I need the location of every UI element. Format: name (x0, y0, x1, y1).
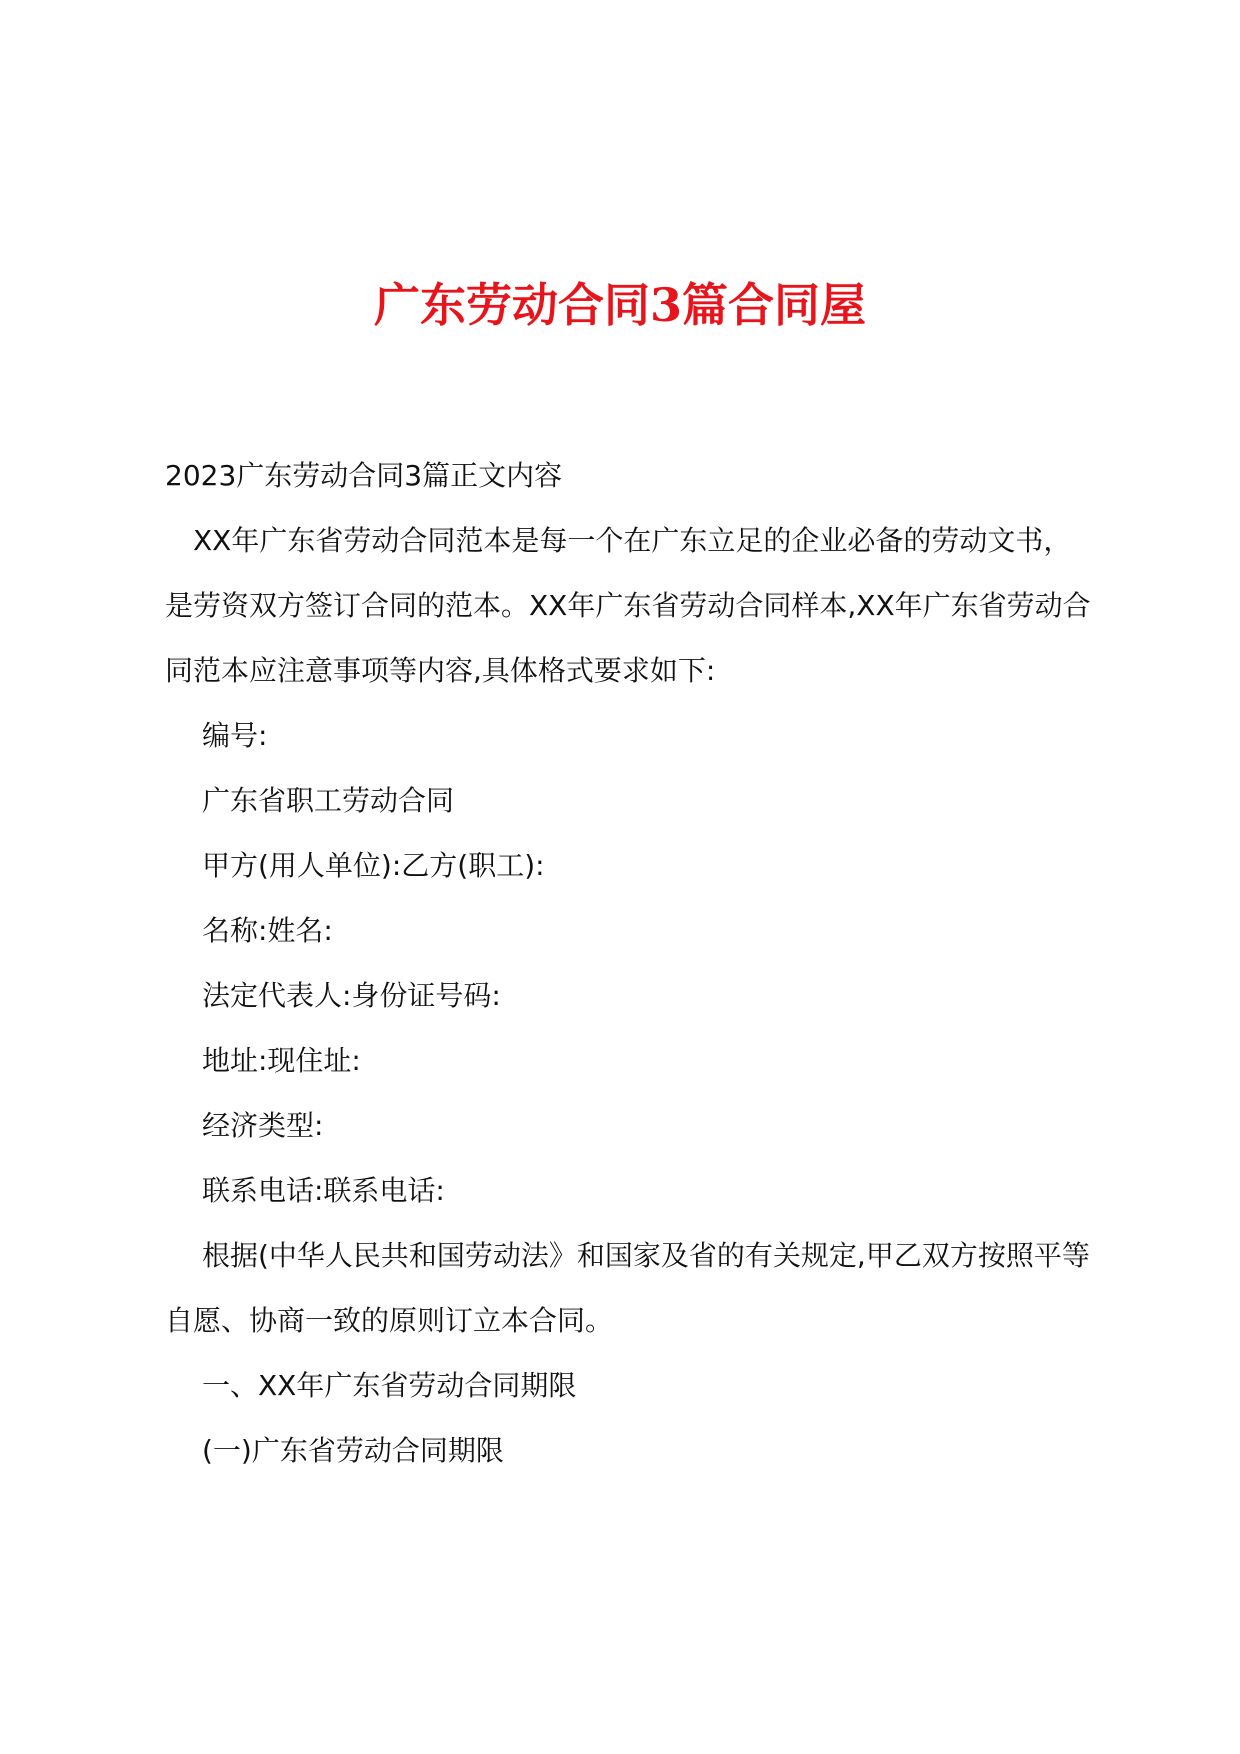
name-label: 名称:姓名: (202, 914, 333, 947)
document-body (165, 443, 1095, 1483)
subtitle: 2023广东劳动合同3篇正文内容 (165, 459, 563, 492)
address-label: 地址:现住址: (202, 1044, 361, 1077)
representative-label: 法定代表人:身份证号码: (202, 979, 501, 1012)
phone-label: 联系电话:联系电话: (202, 1174, 445, 1207)
section-heading-1: 一、XX年广东省劳动合同期限 (202, 1369, 577, 1402)
contract-number-label: 编号: (202, 719, 268, 752)
parties-label: 甲方(用人单位):乙方(职工): (202, 849, 545, 882)
intro-paragraph: XX年广东省劳动合同范本是每一个在广东立足的企业必备的劳动文书，是劳资双方签订合同的范本。XX年广东省劳动合同样本,XX年广东省劳动合同范本应注意事项等内容,具体格式要求如下: (165, 524, 1091, 687)
contract-name: 广东省职工劳动合同 (202, 784, 455, 817)
basis-paragraph: 根据(中华人民共和国劳动法》和国家及省的有关规定,甲乙双方按照平等自愿、协商一致的原则订立本合同。 (165, 1239, 1090, 1337)
subsection-heading-1: (一)广东省劳动合同期限 (202, 1434, 504, 1467)
document-title: 广东劳动合同3篇合同屋 (373, 278, 866, 332)
economic-type-label: 经济类型: (202, 1109, 324, 1142)
